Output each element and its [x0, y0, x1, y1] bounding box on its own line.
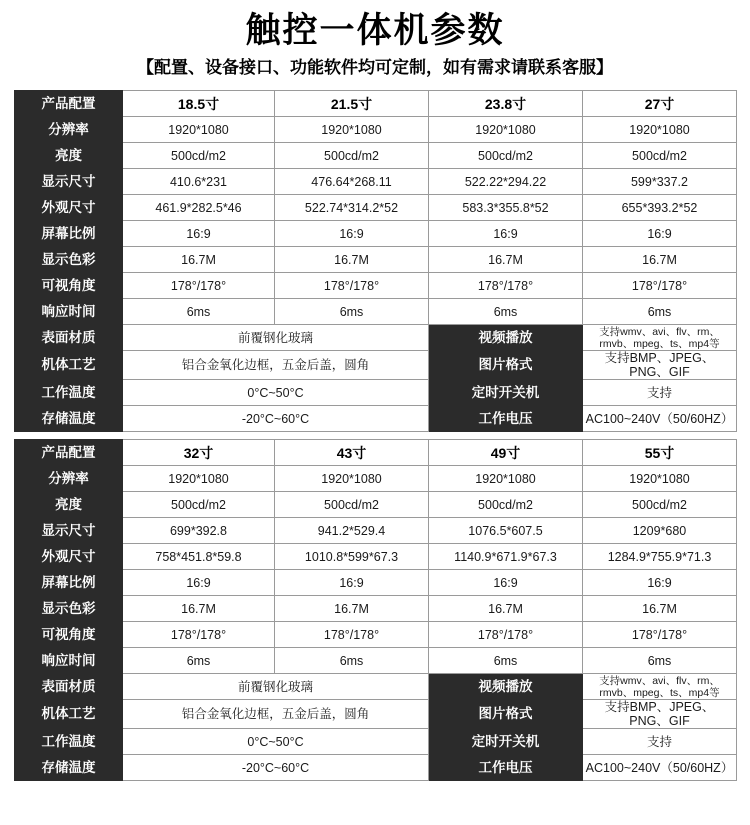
cell: 前覆钢化玻璃 — [123, 674, 429, 700]
cell: 178°/178° — [429, 273, 583, 299]
cell: 16.7M — [583, 596, 737, 622]
table-row — [15, 544, 737, 570]
cell: 6ms — [123, 299, 275, 325]
table-row — [15, 273, 737, 299]
cell: 178°/178° — [123, 622, 275, 648]
cell: 铝合金氧化边框，五金后盖，圆角 — [123, 351, 429, 380]
cell: -20°C~60°C — [123, 755, 429, 781]
row-label-secondary: 工作电压 — [429, 406, 583, 432]
column-header-size-3: 23.8寸 — [429, 91, 583, 117]
cell: 500cd/m2 — [275, 143, 429, 169]
row-label: 分辨率 — [15, 117, 123, 143]
cell: 1284.9*755.9*71.3 — [583, 544, 737, 570]
table-row — [15, 221, 737, 247]
row-label: 表面材质 — [15, 325, 123, 351]
row-label: 外观尺寸 — [15, 544, 123, 570]
cell: 500cd/m2 — [429, 492, 583, 518]
row-label-secondary: 图片格式 — [429, 700, 583, 729]
row-label-secondary: 定时开关机 — [429, 729, 583, 755]
row-label-secondary: 视频播放 — [429, 325, 583, 351]
row-label: 可视角度 — [15, 622, 123, 648]
cell: 655*393.2*52 — [583, 195, 737, 221]
table-footer-row — [15, 325, 737, 351]
cell: 178°/178° — [275, 273, 429, 299]
column-header-size-1: 18.5寸 — [123, 91, 275, 117]
table-row — [15, 570, 737, 596]
table-row — [15, 492, 737, 518]
row-label: 屏幕比例 — [15, 221, 123, 247]
cell: AC100~240V（50/60HZ） — [583, 755, 737, 781]
cell: 支持 — [583, 729, 737, 755]
page-title: 触控一体机参数 — [245, 11, 505, 50]
row-label: 工作温度 — [15, 729, 123, 755]
row-label: 亮度 — [15, 143, 123, 169]
cell: 410.6*231 — [123, 169, 275, 195]
cell: 前覆钢化玻璃 — [123, 325, 429, 351]
table-footer-row — [15, 406, 737, 432]
cell: 16:9 — [275, 570, 429, 596]
row-label: 响应时间 — [15, 299, 123, 325]
cell: -20°C~60°C — [123, 406, 429, 432]
spec-table-small-sizes — [14, 90, 737, 432]
row-label: 响应时间 — [15, 648, 123, 674]
cell: 178°/178° — [583, 273, 737, 299]
cell: 178°/178° — [583, 622, 737, 648]
table-row — [15, 648, 737, 674]
cell: 500cd/m2 — [275, 492, 429, 518]
row-label-secondary: 视频播放 — [429, 674, 583, 700]
row-label: 可视角度 — [15, 273, 123, 299]
table-row — [15, 117, 737, 143]
cell: 500cd/m2 — [429, 143, 583, 169]
cell: 1209*680 — [583, 518, 737, 544]
cell: 6ms — [583, 299, 737, 325]
table-footer-row — [15, 380, 737, 406]
row-label-secondary: 工作电压 — [429, 755, 583, 781]
row-label: 存储温度 — [15, 755, 123, 781]
row-label: 机体工艺 — [15, 351, 123, 380]
cell: 522.74*314.2*52 — [275, 195, 429, 221]
row-label: 显示尺寸 — [15, 518, 123, 544]
row-label-secondary: 定时开关机 — [429, 380, 583, 406]
table-header-row — [15, 91, 737, 117]
cell: 476.64*268.11 — [275, 169, 429, 195]
table-footer-row — [15, 755, 737, 781]
cell: 500cd/m2 — [583, 143, 737, 169]
cell: 16:9 — [275, 221, 429, 247]
column-header-config: 产品配置 — [15, 440, 123, 466]
row-label: 工作温度 — [15, 380, 123, 406]
cell: 16:9 — [583, 221, 737, 247]
cell: 支持 — [583, 380, 737, 406]
cell: 1076.5*607.5 — [429, 518, 583, 544]
cell: 6ms — [275, 299, 429, 325]
table-row — [15, 143, 737, 169]
cell: 583.3*355.8*52 — [429, 195, 583, 221]
table-row — [15, 247, 737, 273]
cell: 16:9 — [583, 570, 737, 596]
column-header-size-1: 32寸 — [123, 440, 275, 466]
cell: 1920*1080 — [275, 117, 429, 143]
cell: 178°/178° — [429, 622, 583, 648]
table-row — [15, 169, 737, 195]
cell: 1010.8*599*67.3 — [275, 544, 429, 570]
cell: 1920*1080 — [123, 117, 275, 143]
cell: 16.7M — [429, 247, 583, 273]
cell: 支持BMP、JPEG、PNG、GIF — [583, 700, 737, 729]
cell: 6ms — [429, 648, 583, 674]
row-label: 显示色彩 — [15, 596, 123, 622]
cell: 16.7M — [275, 596, 429, 622]
cell: 0°C~50°C — [123, 729, 429, 755]
table-row — [15, 195, 737, 221]
table-row — [15, 596, 737, 622]
cell: 支持wmv、avi、flv、rm、rmvb、mpeg、ts、mp4等 — [583, 674, 737, 700]
cell: 6ms — [123, 648, 275, 674]
cell: 178°/178° — [123, 273, 275, 299]
cell: 16:9 — [429, 570, 583, 596]
cell: 16.7M — [429, 596, 583, 622]
cell: 6ms — [583, 648, 737, 674]
cell: 铝合金氧化边框，五金后盖，圆角 — [123, 700, 429, 729]
row-label: 亮度 — [15, 492, 123, 518]
cell: 941.2*529.4 — [275, 518, 429, 544]
table-row — [15, 299, 737, 325]
row-label: 表面材质 — [15, 674, 123, 700]
table-header-row — [15, 440, 737, 466]
table-footer-row — [15, 729, 737, 755]
cell: 500cd/m2 — [123, 492, 275, 518]
row-label: 分辨率 — [15, 466, 123, 492]
page-subtitle: 【配置、设备接口、功能软件均可定制，如有需求请联系客服】 — [137, 58, 613, 77]
table-footer-row — [15, 351, 737, 380]
cell: 1920*1080 — [583, 117, 737, 143]
column-header-size-4: 27寸 — [583, 91, 737, 117]
cell: 699*392.8 — [123, 518, 275, 544]
row-label: 存储温度 — [15, 406, 123, 432]
spec-table-large-sizes — [14, 439, 737, 781]
table-row — [15, 518, 737, 544]
cell: 1920*1080 — [275, 466, 429, 492]
cell: 6ms — [429, 299, 583, 325]
cell: 16.7M — [583, 247, 737, 273]
cell: 500cd/m2 — [583, 492, 737, 518]
cell: 16:9 — [123, 570, 275, 596]
cell: 16.7M — [123, 596, 275, 622]
table-footer-row — [15, 674, 737, 700]
row-label: 外观尺寸 — [15, 195, 123, 221]
cell: 6ms — [275, 648, 429, 674]
table-row — [15, 466, 737, 492]
cell: 178°/178° — [275, 622, 429, 648]
cell: 支持BMP、JPEG、PNG、GIF — [583, 351, 737, 380]
row-label: 显示色彩 — [15, 247, 123, 273]
cell: 500cd/m2 — [123, 143, 275, 169]
row-label-secondary: 图片格式 — [429, 351, 583, 380]
cell: 1920*1080 — [123, 466, 275, 492]
cell: 16:9 — [123, 221, 275, 247]
cell: AC100~240V（50/60HZ） — [583, 406, 737, 432]
cell: 461.9*282.5*46 — [123, 195, 275, 221]
cell: 599*337.2 — [583, 169, 737, 195]
cell: 16.7M — [123, 247, 275, 273]
cell: 0°C~50°C — [123, 380, 429, 406]
cell: 16:9 — [429, 221, 583, 247]
row-label: 机体工艺 — [15, 700, 123, 729]
cell: 1140.9*671.9*67.3 — [429, 544, 583, 570]
row-label: 屏幕比例 — [15, 570, 123, 596]
column-header-size-2: 21.5寸 — [275, 91, 429, 117]
column-header-config: 产品配置 — [15, 91, 123, 117]
table-row — [15, 622, 737, 648]
cell: 1920*1080 — [429, 466, 583, 492]
column-header-size-3: 49寸 — [429, 440, 583, 466]
cell: 16.7M — [275, 247, 429, 273]
cell: 1920*1080 — [429, 117, 583, 143]
column-header-size-4: 55寸 — [583, 440, 737, 466]
row-label: 显示尺寸 — [15, 169, 123, 195]
cell: 支持wmv、avi、flv、rm、rmvb、mpeg、ts、mp4等 — [583, 325, 737, 351]
cell: 1920*1080 — [583, 466, 737, 492]
table-footer-row — [15, 700, 737, 729]
cell: 522.22*294.22 — [429, 169, 583, 195]
column-header-size-2: 43寸 — [275, 440, 429, 466]
cell: 758*451.8*59.8 — [123, 544, 275, 570]
